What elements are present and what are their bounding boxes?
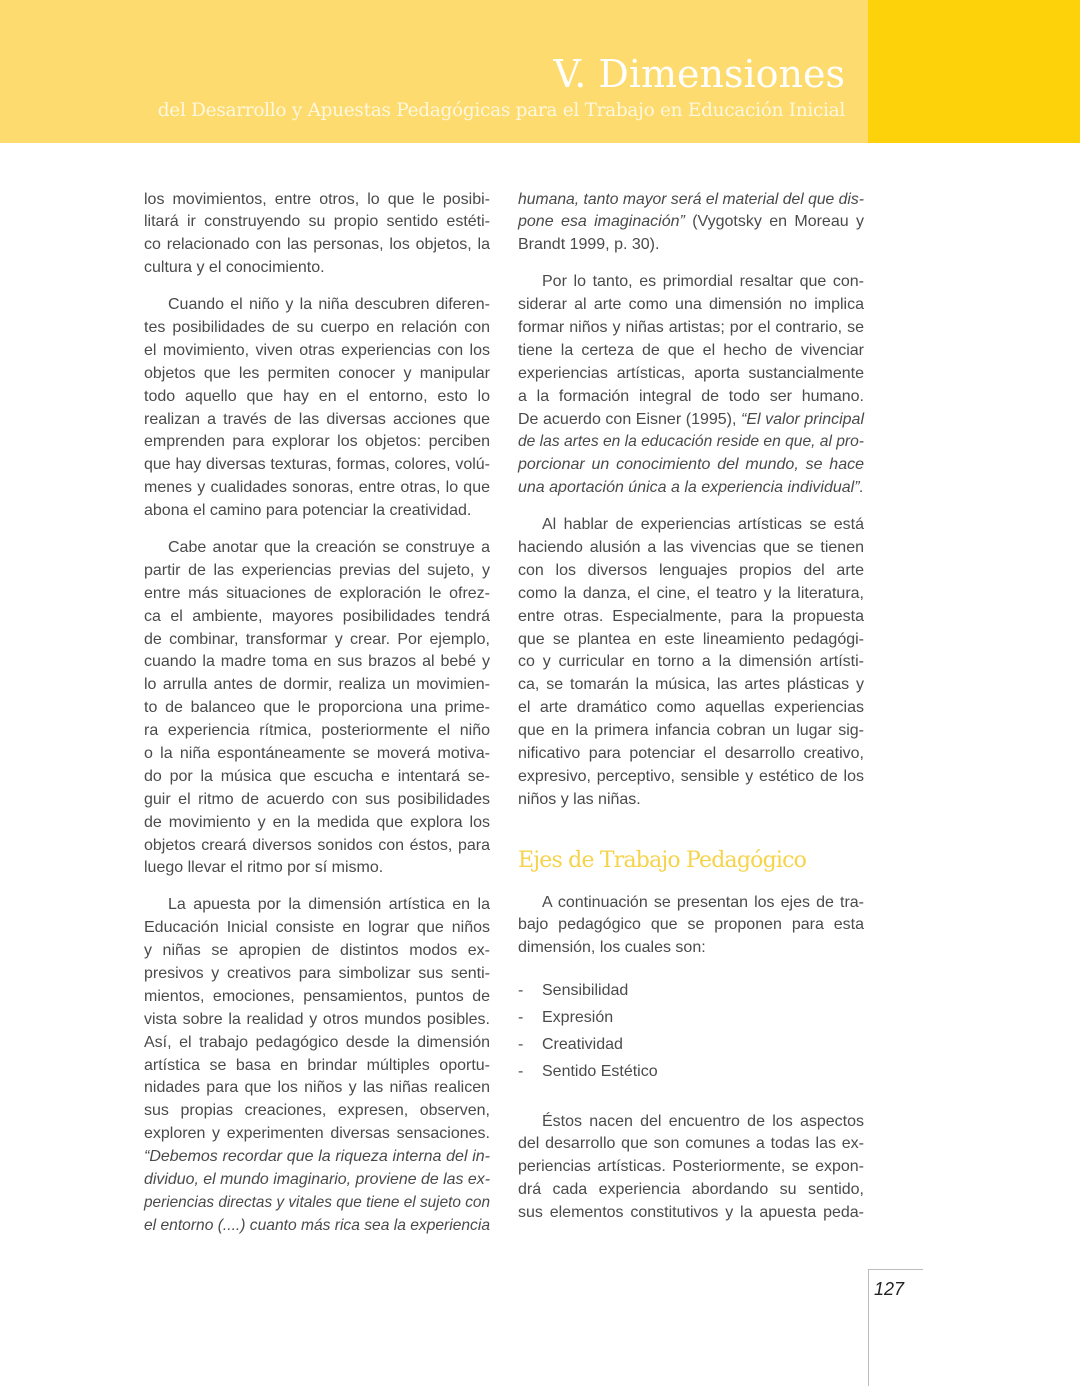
text-run: tiene la certeza de que el hecho de vivenciar (518, 341, 864, 359)
paragraph (144, 537, 490, 880)
text-run: todo aquello que hay en el entorno, esto lo (144, 387, 490, 405)
text-run: La apuesta por la dimensión artística en la (168, 896, 490, 914)
text-line (518, 1179, 864, 1202)
text-line (144, 835, 490, 858)
text-line (518, 914, 864, 937)
text-line (518, 271, 864, 294)
text-line (144, 363, 490, 386)
text-line (518, 560, 864, 583)
text-line (518, 477, 864, 500)
text-line (518, 189, 864, 212)
text-run: periencias artísticas. Posteriormente, se expon- (518, 1158, 864, 1176)
text-run: co relacionado con las personas, los objetos, la (144, 236, 490, 254)
list-item-label: Expresión (542, 1009, 614, 1026)
text-line (518, 363, 864, 386)
text-run: co y curricular en torno a la dimensión artísti- (518, 653, 864, 671)
text-run: partir de las experiencias previas del sujeto, y (144, 561, 490, 579)
text-line (144, 1123, 490, 1146)
text-run: nificativo para potenciar el desarrollo creativo, (518, 744, 864, 762)
text-line (518, 234, 864, 257)
text-line (518, 340, 864, 363)
text-run: guir el ritmo de acuerdo con sus posibilidades (144, 790, 490, 808)
italic-text-run: dividuo, el mundo imaginario, proviene de las ex- (144, 1171, 490, 1189)
text-run: nidades para que los niños y las niñas realicen (144, 1079, 490, 1097)
text-run: dimensión, los cuales son: (518, 939, 706, 957)
paragraph (518, 271, 864, 500)
page-number-rule-horizontal (868, 1269, 923, 1270)
text-run: Así, el trabajo pedagógico desde la dimensión (144, 1033, 490, 1051)
text-run: objetos que les permiten conocer y manipular (144, 364, 490, 382)
text-line (144, 697, 490, 720)
text-line (518, 789, 864, 812)
paragraph (518, 514, 864, 812)
text-line (518, 431, 864, 454)
text-line (144, 386, 490, 409)
text-run: Cuando el niño y la niña descubren diferen- (168, 296, 490, 314)
text-line (144, 894, 490, 917)
text-run: tes posibilidades de su cuerpo en relación con (144, 318, 490, 336)
text-line (144, 1032, 490, 1055)
text-line (144, 1146, 490, 1169)
text-line (144, 1169, 490, 1192)
text-line (144, 789, 490, 812)
text-line (518, 629, 864, 652)
text-run: Por lo tanto, es primordial resaltar que con- (542, 273, 864, 291)
text-run: siderar al arte como una dimensión no implica (518, 296, 864, 314)
right-column (518, 189, 864, 826)
section-closing (518, 1111, 864, 1239)
list-item (518, 977, 658, 1004)
left-column (144, 189, 490, 1252)
paragraph (144, 294, 490, 523)
text-line (518, 317, 864, 340)
list-marker: - (518, 1009, 524, 1026)
text-run: con los diversos lenguajes propios del arte (518, 561, 864, 579)
text-line (144, 986, 490, 1009)
text-run: o la niña espontáneamente se moverá motiva- (144, 744, 490, 762)
text-run: haciendo alusión a las vivencias que se tienen (518, 538, 864, 556)
text-line (144, 812, 490, 835)
text-line (144, 431, 490, 454)
text-line (144, 189, 490, 212)
text-line (144, 940, 490, 963)
text-line (518, 892, 864, 915)
text-line (518, 409, 864, 432)
paragraph (144, 189, 490, 281)
text-line (144, 629, 490, 652)
text-run: ca, se tomarán la música, las artes plásticas y (518, 676, 864, 694)
text-run: Educación Inicial consiste en lograr que niños (144, 919, 490, 937)
chapter-title: V. Dimensiones (553, 52, 845, 96)
list-marker: - (518, 982, 524, 999)
text-run: emprenden para explorar los objetos: perciben (144, 433, 490, 451)
paragraph (144, 894, 490, 1237)
text-line (144, 674, 490, 697)
list-item (518, 1031, 658, 1058)
text-line (518, 674, 864, 697)
section-intro (518, 892, 864, 975)
text-run: de combinar, transformar y crear. Por ejemplo, (144, 630, 490, 648)
text-line (144, 234, 490, 257)
text-run: bajo pedagógico que se proponen para esta (518, 916, 864, 934)
text-run: sus elementos constitutivos y la apuesta peda- (518, 1204, 864, 1222)
text-run: Brandt 1999, p. 30). (518, 236, 660, 254)
text-run: entre otras. Especialmente, para la propuesta (518, 607, 864, 625)
italic-text-run: una aportación única a la experiencia individual”. (518, 479, 864, 497)
text-run: mientos, emociones, pensamientos, puntos de (144, 987, 490, 1005)
text-line (144, 317, 490, 340)
text-run: del desarrollo que son comunes a todas las ex- (518, 1135, 864, 1153)
paragraph (518, 892, 864, 961)
text-run: drá cada experiencia abordando su sentido, (518, 1181, 864, 1199)
text-run: objetos creará diversos sonidos con éstos, para (144, 836, 490, 854)
text-line (144, 211, 490, 234)
text-run: y niñas se apropien de distintos modos ex- (144, 942, 490, 960)
text-run: presivos y creativos para simbolizar sus senti- (144, 965, 490, 982)
page-number-rule-vertical (868, 1270, 869, 1386)
text-line (144, 1009, 490, 1032)
text-run: luego llevar el ritmo por sí mismo. (144, 859, 384, 877)
text-run: do por la música que escucha e intentará se- (144, 767, 490, 785)
text-run: (Vygotsky en Moreau y (684, 213, 864, 231)
italic-text-run: porcionar un conocimiento del mundo, se hace (518, 456, 864, 474)
italic-text-run: “El valor principal (741, 410, 864, 428)
text-line (518, 1133, 864, 1156)
text-line (144, 1192, 490, 1215)
text-line (144, 257, 490, 280)
text-run: Al hablar de experiencias artísticas se está (542, 516, 864, 534)
text-line (144, 1215, 490, 1238)
text-run: el arte dramático como aquellas experiencias (518, 699, 864, 717)
text-run: litará ir construyendo su propio sentido estéti- (144, 213, 490, 231)
text-run: vista sobre la realidad y otros mundos posibles. (144, 1010, 490, 1028)
text-run: a la formación integral de todo ser humano. (518, 387, 864, 405)
text-run: cultura y el conocimiento. (144, 259, 325, 277)
list-item (518, 1004, 658, 1031)
text-run: expresivo, perceptivo, sensible y estético de los (518, 767, 864, 785)
text-run: niños y las niñas. (518, 790, 641, 808)
text-line (144, 743, 490, 766)
text-line (518, 1156, 864, 1179)
chapter-subtitle: del Desarrollo y Apuestas Pedagógicas para el Trabajo en Educación Inicial (157, 100, 845, 121)
text-run: cuando la madre toma en sus brazos al bebé y (144, 653, 490, 671)
text-run: to de balanceo que le proporciona una prime- (144, 699, 490, 717)
text-line (144, 963, 490, 986)
axes-list (518, 977, 658, 1085)
text-line (518, 1202, 864, 1225)
text-run: los movimientos, entre otros, lo que le posibi- (144, 190, 490, 208)
text-run: que se plantea en este lineamiento pedagógi- (518, 630, 864, 648)
list-marker: - (518, 1036, 524, 1053)
text-run: que en la primera infancia cobran un lugar sig- (518, 722, 864, 740)
text-line (144, 537, 490, 560)
text-line (518, 697, 864, 720)
text-line (144, 500, 490, 523)
section-heading: Ejes de Trabajo Pedagógico (518, 848, 807, 873)
text-run: exploren y experimenten diversas sensaciones. (144, 1125, 490, 1143)
page-number: 127 (874, 1279, 905, 1299)
text-run: abona el camino para potenciar la creatividad. (144, 502, 472, 520)
italic-text-run: humana, tanto mayor será el material del que dis- (518, 190, 864, 208)
text-line (518, 1111, 864, 1134)
text-run: sus propias creaciones, expresen, observen, (144, 1102, 490, 1120)
italic-text-run: de las artes en la educación reside en que, al pro- (518, 433, 864, 451)
paragraph (518, 1111, 864, 1225)
italic-text-run: “Debemos recordar que la riqueza interna del in- (144, 1148, 490, 1166)
text-run: entre más situaciones de exploración le ofrez- (144, 584, 490, 602)
text-line (144, 606, 490, 629)
list-item (518, 1058, 658, 1085)
text-run: de movimiento y en la medida que explora los (144, 813, 490, 831)
text-run: Éstos nacen del encuentro de los aspectos (542, 1112, 864, 1130)
text-run: realizan a través de las diversas acciones que (144, 410, 490, 428)
text-line (144, 409, 490, 432)
italic-text-run: periencias directas y vitales que tiene el sujeto con (144, 1193, 490, 1211)
text-line (144, 1077, 490, 1100)
text-line (518, 537, 864, 560)
text-line (144, 477, 490, 500)
text-line (144, 560, 490, 583)
text-line (144, 651, 490, 674)
text-line (144, 917, 490, 940)
list-item-label: Sentido Estético (542, 1063, 658, 1080)
italic-text-run: el entorno (....) cuanto más rica sea la experiencia (144, 1216, 490, 1234)
text-line (144, 454, 490, 477)
text-line (144, 1055, 490, 1078)
list-item-label: Sensibilidad (542, 982, 629, 999)
text-run: Cabe anotar que la creación se construye a (168, 538, 490, 556)
text-line (144, 857, 490, 880)
paragraph (518, 189, 864, 258)
list-item-label: Creatividad (542, 1036, 623, 1053)
italic-text-run: pone esa imaginación” (518, 213, 685, 231)
text-run: De acuerdo con Eisner (1995), (518, 410, 742, 428)
text-run: experiencias artísticas, aporta sustancialmente (518, 364, 864, 382)
text-line (518, 743, 864, 766)
text-run: como la danza, el cine, el teatro y la literatura, (518, 584, 864, 602)
text-line (144, 720, 490, 743)
text-line (144, 766, 490, 789)
text-line (518, 514, 864, 537)
text-line (518, 294, 864, 317)
text-line (518, 720, 864, 743)
text-line (518, 937, 864, 960)
text-run: el movimiento, viven otras experiencias con los (144, 341, 490, 359)
text-line (518, 766, 864, 789)
text-line (518, 454, 864, 477)
text-run: lo arrulla antes de dormir, realiza un movimien- (144, 676, 490, 694)
text-line (144, 340, 490, 363)
text-line (144, 583, 490, 606)
text-line (518, 606, 864, 629)
text-run: artística se basa en brindar múltiples oportu- (144, 1056, 490, 1074)
text-run: ra experiencia rítmica, posteriormente el niño (144, 722, 490, 740)
text-run: menes y cualidades sonoras, entre otras, lo que (144, 479, 490, 497)
text-line (518, 651, 864, 674)
text-line (518, 583, 864, 606)
text-run: A continuación se presentan los ejes de tra- (542, 893, 864, 911)
text-line (144, 1100, 490, 1123)
text-line (518, 386, 864, 409)
text-run: ca el ambiente, mayores posibilidades tendrá (144, 607, 490, 625)
text-run: que hay diversas texturas, formas, colores, volú- (144, 456, 490, 474)
list-marker: - (518, 1063, 524, 1080)
text-run: formar niños y niñas artistas; por el contrario, se (518, 318, 864, 336)
text-line (518, 211, 864, 234)
text-line (144, 294, 490, 317)
header-accent-block (868, 0, 1080, 143)
